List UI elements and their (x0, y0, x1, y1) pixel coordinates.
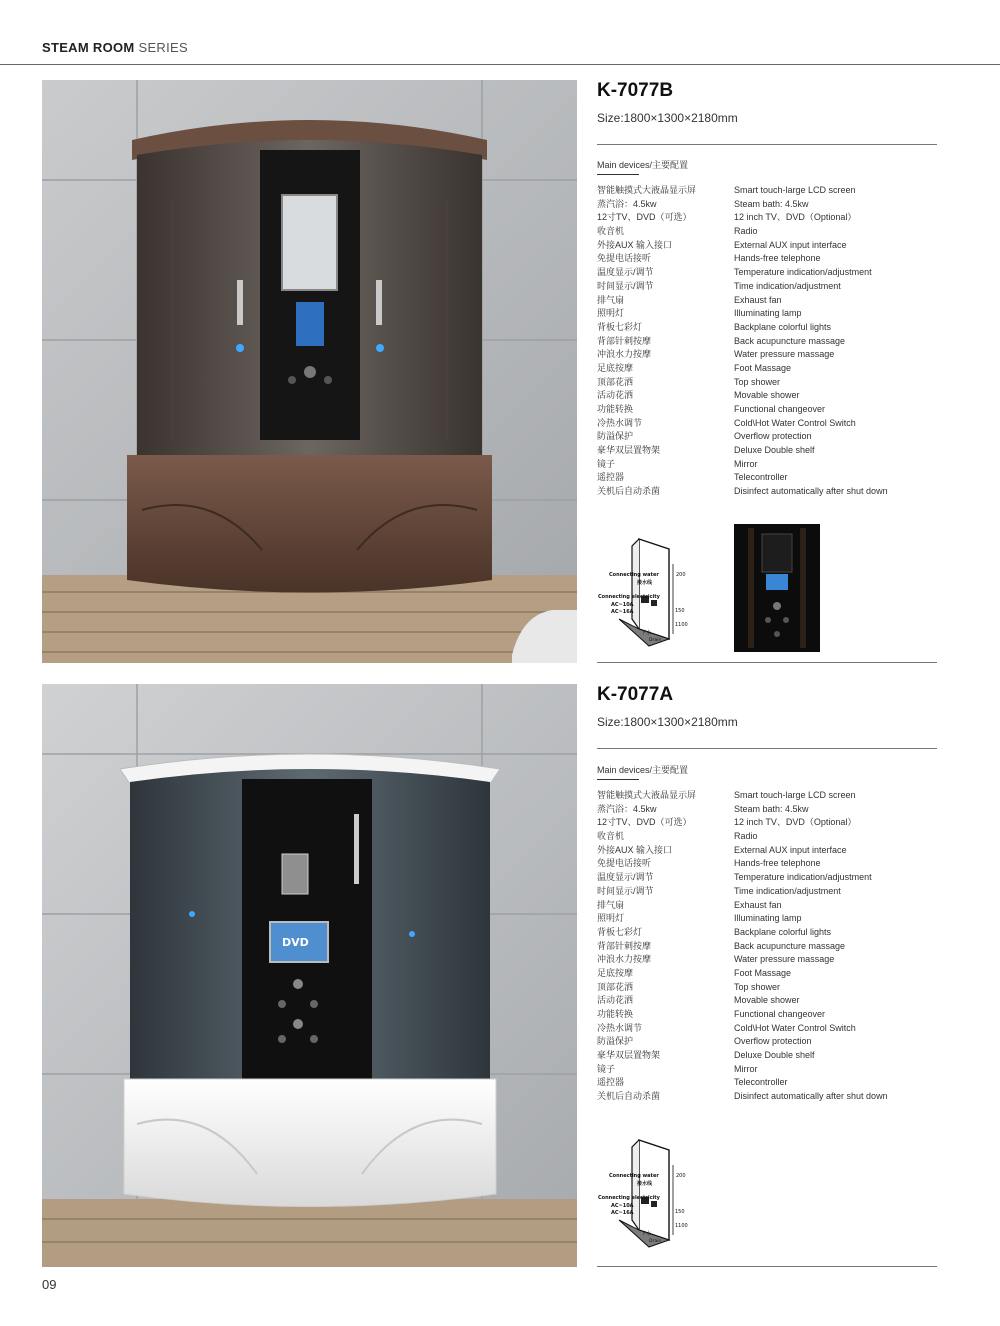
svg-text:Connecting electricity: Connecting electricity (598, 1195, 660, 1201)
center-panel (260, 150, 360, 440)
feature-row: 遥控器 Telecontroller (597, 1077, 788, 1088)
feature-row: 12寸TV、DVD（可选） 12 inch TV、DVD（Optional） (597, 817, 857, 828)
svg-text:DVD: DVD (282, 936, 309, 949)
feature-row: 温度显示/调节 Temperature indication/adjustment (597, 267, 872, 278)
feature-row: 背板七彩灯 Backplane colorful lights (597, 321, 832, 332)
product-photo-k7077a (42, 684, 577, 1267)
feature-row: 功能转换 Functional changeover (597, 404, 826, 414)
feature-row: 冷热水调节 Cold\Hot Water Control Switch (597, 417, 856, 428)
svg-text:200: 200 (676, 572, 686, 578)
feature-row: 照明灯 Illuminating lamp (597, 308, 802, 319)
feature-row: 镜子 Mirror (597, 1063, 758, 1074)
svg-text:Drain: Drain (649, 638, 662, 643)
feature-row: 收音机 Radio (597, 226, 758, 237)
svg-text:接水线: 接水线 (637, 1181, 653, 1187)
feature-row: 免提电话接听 Hands-free telephone (597, 253, 821, 264)
feature-row: 活动花洒 Movable shower (597, 995, 800, 1006)
section-label-underline (597, 779, 639, 780)
feature-row: 照明灯 Illuminating lamp (597, 913, 802, 924)
page-bottom-divider (597, 1266, 937, 1267)
feature-row: 冷热水调节 Cold\Hot Water Control Switch (597, 1022, 856, 1033)
feature-row: 冲浪水力按摩 Water pressure massage (597, 349, 835, 360)
feature-row: 温度显示/调节 Temperature indication/adjustment (597, 872, 872, 883)
svg-text:AC~10A: AC~10A (611, 602, 634, 608)
feature-row: 外接AUX 输入接口 External AUX input interface (597, 844, 847, 855)
feature-row: 镜子 Mirror (597, 458, 758, 469)
feature-row: 背部针刺按摩 Back acupuncture massage (597, 335, 846, 346)
series-label: SERIES (138, 40, 188, 55)
svg-text:下水: 下水 (641, 1231, 652, 1237)
series-header (42, 40, 188, 55)
section-divider (597, 144, 937, 145)
feature-row: 遥控器 Telecontroller (597, 472, 788, 483)
svg-text:AC~10A: AC~10A (611, 1203, 634, 1209)
product-size-k7077b: Size:1800×1300×2180mm (597, 111, 738, 125)
feature-row: 顶部花洒 Top shower (597, 376, 781, 387)
feature-row: 豪华双层置物架 Deluxe Double shelf (597, 445, 815, 456)
feature-row: 智能触摸式大液晶显示屏 Smart touch-large LCD screen (597, 790, 856, 800)
product-model-k7077a: K-7077A (597, 684, 674, 705)
feature-row: 活动花洒 Movable shower (597, 390, 800, 401)
svg-text:1100: 1100 (675, 622, 688, 628)
feature-row: 收音机 Radio (597, 831, 758, 842)
feature-row: 蒸汽浴：4.5kw Steam bath: 4.5kw (597, 803, 809, 814)
cabin-base (127, 455, 492, 593)
svg-text:AC~16A: AC~16A (611, 1210, 634, 1216)
feature-row: 防溢保护 Overflow protection (597, 431, 812, 442)
svg-text:150: 150 (675, 608, 685, 614)
feature-row: 背部针刺按摩 Back acupuncture massage (597, 940, 846, 951)
installation-diagram-k7077a (597, 1135, 689, 1255)
svg-text:接水线: 接水线 (637, 580, 653, 586)
feature-row: 免提电话接听 Hands-free telephone (597, 858, 821, 869)
section-divider (597, 748, 937, 749)
feature-row: 智能触摸式大液晶显示屏 Smart touch-large LCD screen (597, 185, 856, 195)
mirror (282, 195, 337, 290)
section-label-main-devices: Main devices/主要配置 (597, 765, 689, 775)
installation-diagram-k7077b (597, 534, 689, 654)
product-size-k7077a: Size:1800×1300×2180mm (597, 715, 738, 729)
svg-text:下水: 下水 (641, 630, 652, 636)
feature-row: 背板七彩灯 Backplane colorful lights (597, 926, 832, 937)
section-label-main-devices: Main devices/主要配置 (597, 160, 689, 170)
feature-row: 关机后自动杀菌 Disinfect automatically after shut down (597, 486, 888, 497)
feature-row: 冲浪水力按摩 Water pressure massage (597, 954, 835, 965)
feature-row: 外接AUX 输入接口 External AUX input interface (597, 239, 847, 250)
feature-row: 足底按摩 Foot Massage (597, 362, 792, 373)
svg-text:AC~16A: AC~16A (611, 609, 634, 615)
feature-row: 时间显示/调节 Time indication/adjustment (597, 280, 841, 291)
feature-row: 蒸汽浴：4.5kw Steam bath: 4.5kw (597, 198, 809, 209)
series-brand: STEAM ROOM (42, 40, 135, 55)
svg-text:1100: 1100 (675, 1223, 688, 1229)
feature-row: 排气扇 Exhaust fan (597, 294, 782, 305)
section-label-underline (597, 174, 639, 175)
feature-row: 12寸TV、DVD（可选） 12 inch TV、DVD（Optional） (597, 212, 857, 223)
control-panel (296, 302, 324, 346)
feature-row: 豪华双层置物架 Deluxe Double shelf (597, 1050, 815, 1061)
svg-text:150: 150 (675, 1209, 685, 1215)
product-divider (597, 662, 937, 663)
feature-row: 排气扇 Exhaust fan (597, 899, 782, 910)
detail-thumbnail-k7077b (734, 524, 820, 652)
feature-row: 顶部花洒 Top shower (597, 981, 781, 992)
feature-list-k7077b (597, 184, 917, 499)
svg-text:Connecting electricity: Connecting electricity (598, 594, 660, 600)
product-model-k7077b: K-7077B (597, 80, 674, 101)
feature-row: 防溢保护 Overflow protection (597, 1036, 812, 1047)
feature-row: 足底按摩 Foot Massage (597, 967, 792, 978)
feature-list-k7077a (597, 789, 917, 1104)
svg-text:Connecting water: Connecting water (609, 1173, 659, 1179)
feature-row: 时间显示/调节 Time indication/adjustment (597, 885, 841, 896)
svg-text:Connecting water: Connecting water (609, 572, 659, 578)
product-photo-k7077b (42, 80, 577, 663)
header-divider (0, 64, 1000, 65)
page-number: 09 (42, 1277, 57, 1292)
feature-row: 关机后自动杀菌 Disinfect automatically after shut down (597, 1091, 888, 1102)
feature-row: 功能转换 Functional changeover (597, 1009, 826, 1019)
svg-text:Drain: Drain (649, 1239, 662, 1244)
svg-text:200: 200 (676, 1173, 686, 1179)
